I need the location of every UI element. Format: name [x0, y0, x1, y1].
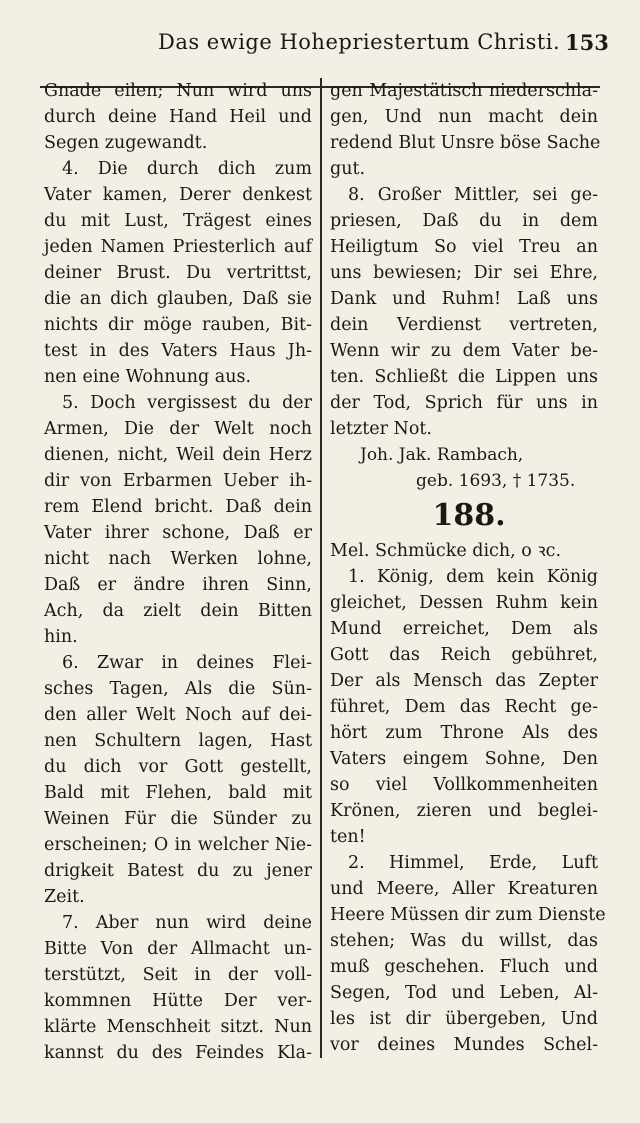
hymn-number: 188.	[432, 498, 506, 533]
text-line: Ach, da zielt dein Bitten	[44, 601, 312, 621]
text-line: erscheinen; O in welcher Nie-	[44, 835, 312, 855]
text-line: deiner Brust. Du vertrittst,	[44, 263, 312, 283]
text-line: Bitte Von der Allmacht un-	[44, 939, 312, 959]
text-line: gen Majestätisch niederschla-	[330, 81, 598, 101]
text-line: 1. König, dem kein König	[348, 567, 598, 587]
text-line: so viel Vollkommenheiten	[330, 775, 598, 795]
text-line: Heere Müssen dir zum Dienste	[330, 905, 606, 925]
text-line: durch deine Hand Heil und	[44, 107, 312, 127]
text-line: Bald mit Flehen, bald mit	[44, 783, 312, 803]
text-line: Heiligtum So viel Treu an	[330, 237, 598, 257]
text-line: Vater kamen, Derer denkest	[44, 185, 312, 205]
text-line: der Tod, Sprich für uns in	[330, 393, 598, 413]
text-line: vor deines Mundes Schel-	[330, 1035, 598, 1055]
text-line: Segen, Tod und Leben, Al-	[330, 983, 598, 1003]
text-line: hin.	[44, 627, 78, 647]
right-column-top-text	[330, 78, 601, 442]
text-line: du mit Lust, Trägest eines	[44, 211, 312, 231]
text-line: stehen; Was du willst, das	[330, 931, 598, 951]
text-line: nichts dir möge rauben, Bit-	[44, 315, 312, 335]
text-line: führet, Dem das Recht ge-	[330, 697, 598, 717]
text-line: Der als Mensch das Zepter	[330, 671, 598, 691]
author-attribution: Joh. Jak. Rambach,	[360, 445, 524, 465]
right-column	[330, 78, 606, 1058]
text-line: den aller Welt Noch auf dei-	[44, 705, 312, 725]
text-line: test in des Vaters Haus Jh-	[44, 341, 312, 361]
text-line: 7. Aber nun wird deine	[62, 913, 312, 933]
text-line: priesen, Daß du in dem	[330, 211, 598, 231]
text-line: nen eine Wohnung aus.	[44, 367, 252, 387]
text-line: jeden Namen Priesterlich auf	[44, 237, 312, 257]
text-line: dir von Erbarmen Ueber ih-	[44, 471, 312, 491]
text-line: Segen zugewandt.	[44, 133, 208, 153]
text-line: gen, Und nun macht dein	[330, 107, 598, 127]
text-line: Zeit.	[44, 887, 85, 907]
text-line: ten!	[330, 827, 366, 847]
text-line: klärte Menschheit sitzt. Nun	[44, 1017, 312, 1037]
text-line: 6. Zwar in deines Flei-	[62, 653, 312, 673]
text-line: Weinen Für die Sünder zu	[44, 809, 312, 829]
text-line: Vater ihrer schone, Daß er	[44, 523, 312, 543]
text-line: dienen, nicht, Weil dein Herz	[44, 445, 312, 465]
text-line: hört zum Throne Als des	[330, 723, 598, 743]
page-header	[0, 24, 640, 68]
text-line: kommnen Hütte Der ver-	[44, 991, 312, 1011]
page-number: 153	[565, 30, 609, 55]
text-line: Daß er ändre ihren Sinn,	[44, 575, 312, 595]
text-line: sches Tagen, Als die Sün-	[44, 679, 312, 699]
text-line: Armen, Die der Welt noch	[44, 419, 312, 439]
text-line: dein Verdienst vertreten,	[330, 315, 598, 335]
text-line: 5. Doch vergissest du der	[62, 393, 312, 413]
text-line: Gott das Reich gebühret,	[330, 645, 598, 665]
text-line: 8. Großer Mittler, sei ge-	[348, 185, 598, 205]
text-line: Vaters eingem Sohne, Den	[330, 749, 598, 769]
text-line: redend Blut Unsre böse Sache	[330, 133, 601, 153]
text-line: muß geschehen. Fluch und	[330, 957, 598, 977]
text-line: nicht nach Werken lohne,	[44, 549, 312, 569]
melody-line: Mel. Schmücke dich, o ꝛc.	[330, 541, 562, 561]
text-line: rem Elend bricht. Daß dein	[44, 497, 312, 517]
author-dates: geb. 1693, † 1735.	[416, 471, 576, 491]
text-line: uns bewiesen; Dir sei Ehre,	[330, 263, 598, 283]
text-line: letzter Not.	[330, 419, 432, 439]
text-line: gleichet, Dessen Ruhm kein	[330, 593, 598, 613]
text-line: les ist dir übergeben, Und	[330, 1009, 598, 1029]
text-line: Gnade eilen; Nun wird uns	[44, 81, 312, 101]
left-column	[44, 78, 312, 1066]
text-line: Mund erreichet, Dem als	[330, 619, 598, 639]
text-line: Dank und Ruhm! Laß uns	[330, 289, 598, 309]
text-line: gut.	[330, 159, 366, 179]
text-line: terstützt, Seit in der voll-	[44, 965, 312, 985]
text-line: 4. Die durch dich zum	[62, 159, 312, 179]
text-line: Krönen, zieren und beglei-	[330, 801, 598, 821]
right-column-bottom-text	[330, 564, 606, 1058]
text-line: du dich vor Gott gestellt,	[44, 757, 312, 777]
text-line: die an dich glauben, Daß sie	[44, 289, 312, 309]
text-line: nen Schultern lagen, Hast	[44, 731, 312, 751]
text-line: 2. Himmel, Erde, Luft	[348, 853, 598, 873]
text-line: und Meere, Aller Kreaturen	[330, 879, 598, 899]
running-title: Das ewige Hohepriestertum Christi.	[158, 30, 561, 54]
column-divider	[320, 78, 322, 1058]
text-line: kannst du des Feindes Kla-	[44, 1043, 312, 1063]
text-line: drigkeit Batest du zu jener	[44, 861, 312, 881]
text-line: ten. Schließt die Lippen uns	[330, 367, 598, 387]
text-line: Wenn wir zu dem Vater be-	[330, 341, 598, 361]
